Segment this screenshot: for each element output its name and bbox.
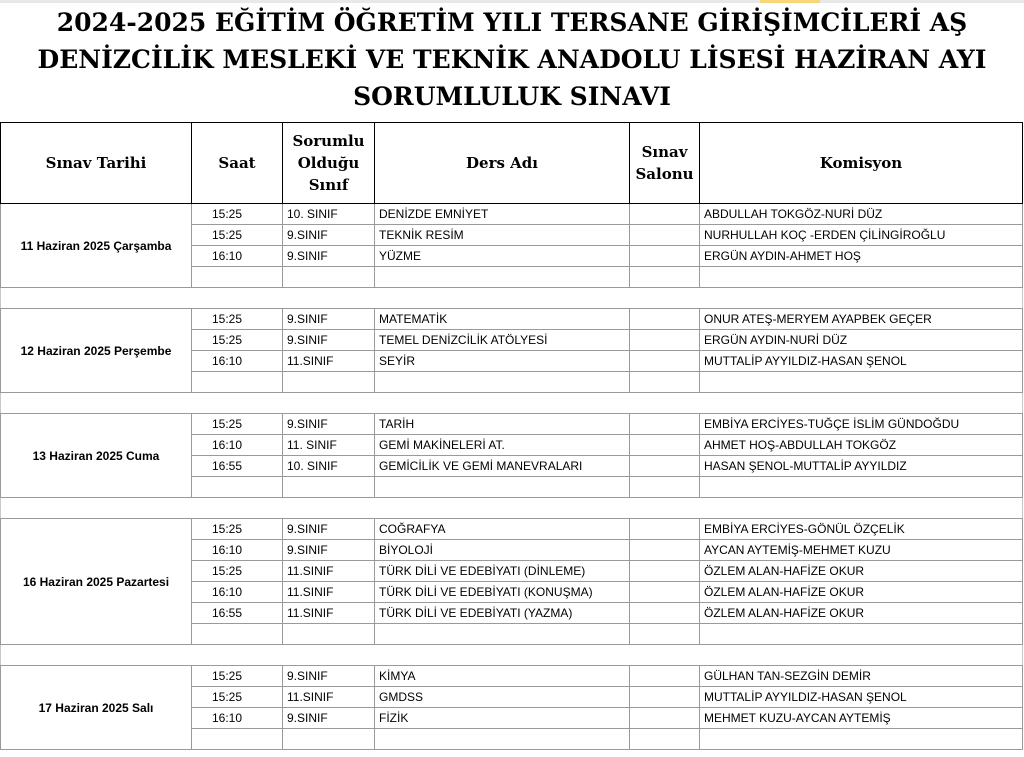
exam-date-cell: 16 Haziran 2025 Pazartesi (1, 519, 192, 645)
commission-cell: ERGÜN AYDIN-NURİ DÜZ (700, 330, 1023, 351)
separator-row (1, 645, 1023, 666)
empty-cell (375, 372, 630, 393)
header-room: Sınav Salonu (630, 123, 700, 204)
room-cell (630, 330, 700, 351)
exam-date-cell: 11 Haziran 2025 Çarşamba (1, 204, 192, 288)
header-commission: Komisyon (700, 123, 1023, 204)
header-course: Ders Adı (375, 123, 630, 204)
course-cell: GEMİ MAKİNELERİ AT. (375, 435, 630, 456)
class-cell: 9.SINIF (283, 330, 375, 351)
separator-cell (1, 288, 1023, 309)
time-cell: 15:25 (192, 666, 283, 687)
class-cell: 10. SINIF (283, 456, 375, 477)
table-row (1, 309, 1023, 330)
course-cell: YÜZME (375, 246, 630, 267)
table-row (1, 519, 1023, 540)
empty-cell (283, 729, 375, 750)
course-cell: MATEMATİK (375, 309, 630, 330)
class-cell: 9.SINIF (283, 309, 375, 330)
commission-cell: HASAN ŞENOL-MUTTALİP AYYILDIZ (700, 456, 1023, 477)
room-cell (630, 414, 700, 435)
empty-cell (700, 372, 1023, 393)
time-cell: 16:55 (192, 456, 283, 477)
time-cell: 15:25 (192, 309, 283, 330)
time-cell: 15:25 (192, 561, 283, 582)
separator-cell (1, 645, 1023, 666)
commission-cell: ONUR ATEŞ-MERYEM AYAPBEK GEÇER (700, 309, 1023, 330)
class-cell: 9.SINIF (283, 414, 375, 435)
empty-cell (630, 267, 700, 288)
exam-date-cell: 12 Haziran 2025 Perşembe (1, 309, 192, 393)
exam-date-cell: 13 Haziran 2025 Cuma (1, 414, 192, 498)
course-cell: TÜRK DİLİ VE EDEBİYATI (DİNLEME) (375, 561, 630, 582)
room-cell (630, 225, 700, 246)
title-line-2: DENİZCİLİK MESLEKİ VE TEKNİK ANADOLU LİSESİ HAZİRAN AYI (37, 45, 987, 74)
empty-cell (630, 624, 700, 645)
commission-cell: ABDULLAH TOKGÖZ-NURİ DÜZ (700, 204, 1023, 225)
table-row (1, 204, 1023, 225)
course-cell: TÜRK DİLİ VE EDEBİYATI (KONUŞMA) (375, 582, 630, 603)
exam-date-cell: 17 Haziran 2025 Salı (1, 666, 192, 750)
commission-cell: MUTTALİP AYYILDIZ-HASAN ŞENOL (700, 687, 1023, 708)
room-cell (630, 687, 700, 708)
separator-cell (1, 393, 1023, 414)
empty-cell (192, 624, 283, 645)
course-cell: TEMEL DENİZCİLİK ATÖLYESİ (375, 330, 630, 351)
time-cell: 15:25 (192, 204, 283, 225)
table-row (1, 666, 1023, 687)
room-cell (630, 561, 700, 582)
class-cell: 9.SINIF (283, 519, 375, 540)
class-cell: 11.SINIF (283, 351, 375, 372)
time-cell: 16:10 (192, 246, 283, 267)
empty-cell (375, 477, 630, 498)
course-cell: KİMYA (375, 666, 630, 687)
table-body (1, 204, 1023, 750)
class-cell: 11.SINIF (283, 687, 375, 708)
commission-cell: EMBİYA ERCİYES-GÖNÜL ÖZÇELİK (700, 519, 1023, 540)
room-cell (630, 582, 700, 603)
exam-schedule-table (0, 122, 1023, 750)
empty-cell (700, 267, 1023, 288)
time-cell: 16:55 (192, 603, 283, 624)
room-cell (630, 351, 700, 372)
commission-cell: ÖZLEM ALAN-HAFİZE OKUR (700, 561, 1023, 582)
room-cell (630, 603, 700, 624)
room-cell (630, 708, 700, 729)
commission-cell: MUTTALİP AYYILDIZ-HASAN ŞENOL (700, 351, 1023, 372)
room-cell (630, 246, 700, 267)
class-cell: 9.SINIF (283, 246, 375, 267)
empty-cell (700, 729, 1023, 750)
title-line-3: SORUMLULUK SINAVI (353, 82, 671, 111)
empty-cell (192, 372, 283, 393)
commission-cell: MEHMET KUZU-AYCAN AYTEMİŞ (700, 708, 1023, 729)
commission-cell: NURHULLAH KOÇ -ERDEN ÇİLİNGİROĞLU (700, 225, 1023, 246)
time-cell: 16:10 (192, 435, 283, 456)
class-cell: 11.SINIF (283, 582, 375, 603)
course-cell: SEYİR (375, 351, 630, 372)
room-cell (630, 540, 700, 561)
empty-cell (283, 477, 375, 498)
room-cell (630, 309, 700, 330)
commission-cell: ÖZLEM ALAN-HAFİZE OKUR (700, 582, 1023, 603)
time-cell: 16:10 (192, 540, 283, 561)
time-cell: 16:10 (192, 582, 283, 603)
empty-cell (700, 624, 1023, 645)
class-cell: 11.SINIF (283, 561, 375, 582)
empty-cell (192, 477, 283, 498)
time-cell: 15:25 (192, 687, 283, 708)
document-title (0, 0, 1024, 122)
commission-cell: EMBİYA ERCİYES-TUĞÇE İSLİM GÜNDOĞDU (700, 414, 1023, 435)
separator-row (1, 498, 1023, 519)
class-cell: 9.SINIF (283, 708, 375, 729)
room-cell (630, 666, 700, 687)
class-cell: 11. SINIF (283, 435, 375, 456)
header-class: Sorumlu Olduğu Sınıf (283, 123, 375, 204)
empty-cell (192, 729, 283, 750)
header-time: Saat (192, 123, 283, 204)
time-cell: 15:25 (192, 330, 283, 351)
time-cell: 15:25 (192, 519, 283, 540)
empty-cell (283, 624, 375, 645)
room-cell (630, 456, 700, 477)
commission-cell: AYCAN AYTEMİŞ-MEHMET KUZU (700, 540, 1023, 561)
empty-cell (192, 267, 283, 288)
course-cell: BİYOLOJİ (375, 540, 630, 561)
commission-cell: ERGÜN AYDIN-AHMET HOŞ (700, 246, 1023, 267)
empty-cell (630, 477, 700, 498)
class-cell: 11.SINIF (283, 603, 375, 624)
room-cell (630, 435, 700, 456)
commission-cell: GÜLHAN TAN-SEZGİN DEMİR (700, 666, 1023, 687)
commission-cell: ÖZLEM ALAN-HAFİZE OKUR (700, 603, 1023, 624)
time-cell: 15:25 (192, 225, 283, 246)
empty-cell (700, 477, 1023, 498)
empty-cell (630, 729, 700, 750)
course-cell: DENİZDE EMNİYET (375, 204, 630, 225)
room-cell (630, 519, 700, 540)
course-cell: TÜRK DİLİ VE EDEBİYATI (YAZMA) (375, 603, 630, 624)
time-cell: 15:25 (192, 414, 283, 435)
course-cell: TARİH (375, 414, 630, 435)
class-cell: 9.SINIF (283, 666, 375, 687)
class-cell: 10. SINIF (283, 204, 375, 225)
course-cell: GEMİCİLİK VE GEMİ MANEVRALARI (375, 456, 630, 477)
separator-row (1, 393, 1023, 414)
course-cell: GMDSS (375, 687, 630, 708)
empty-cell (375, 267, 630, 288)
class-cell: 9.SINIF (283, 225, 375, 246)
room-cell (630, 204, 700, 225)
empty-cell (283, 372, 375, 393)
header-date: Sınav Tarihi (1, 123, 192, 204)
commission-cell: AHMET HOŞ-ABDULLAH TOKGÖZ (700, 435, 1023, 456)
time-cell: 16:10 (192, 708, 283, 729)
course-cell: COĞRAFYA (375, 519, 630, 540)
separator-row (1, 288, 1023, 309)
time-cell: 16:10 (192, 351, 283, 372)
empty-cell (375, 729, 630, 750)
title-line-1: 2024-2025 EĞİTİM ÖĞRETİM YILI TERSANE GİRİŞİMCİLERİ AŞ (56, 8, 968, 37)
empty-cell (375, 624, 630, 645)
empty-cell (630, 372, 700, 393)
class-cell: 9.SINIF (283, 540, 375, 561)
separator-cell (1, 498, 1023, 519)
course-cell: FİZİK (375, 708, 630, 729)
table-row (1, 414, 1023, 435)
course-cell: TEKNİK RESİM (375, 225, 630, 246)
empty-cell (283, 267, 375, 288)
header-row (1, 123, 1023, 204)
